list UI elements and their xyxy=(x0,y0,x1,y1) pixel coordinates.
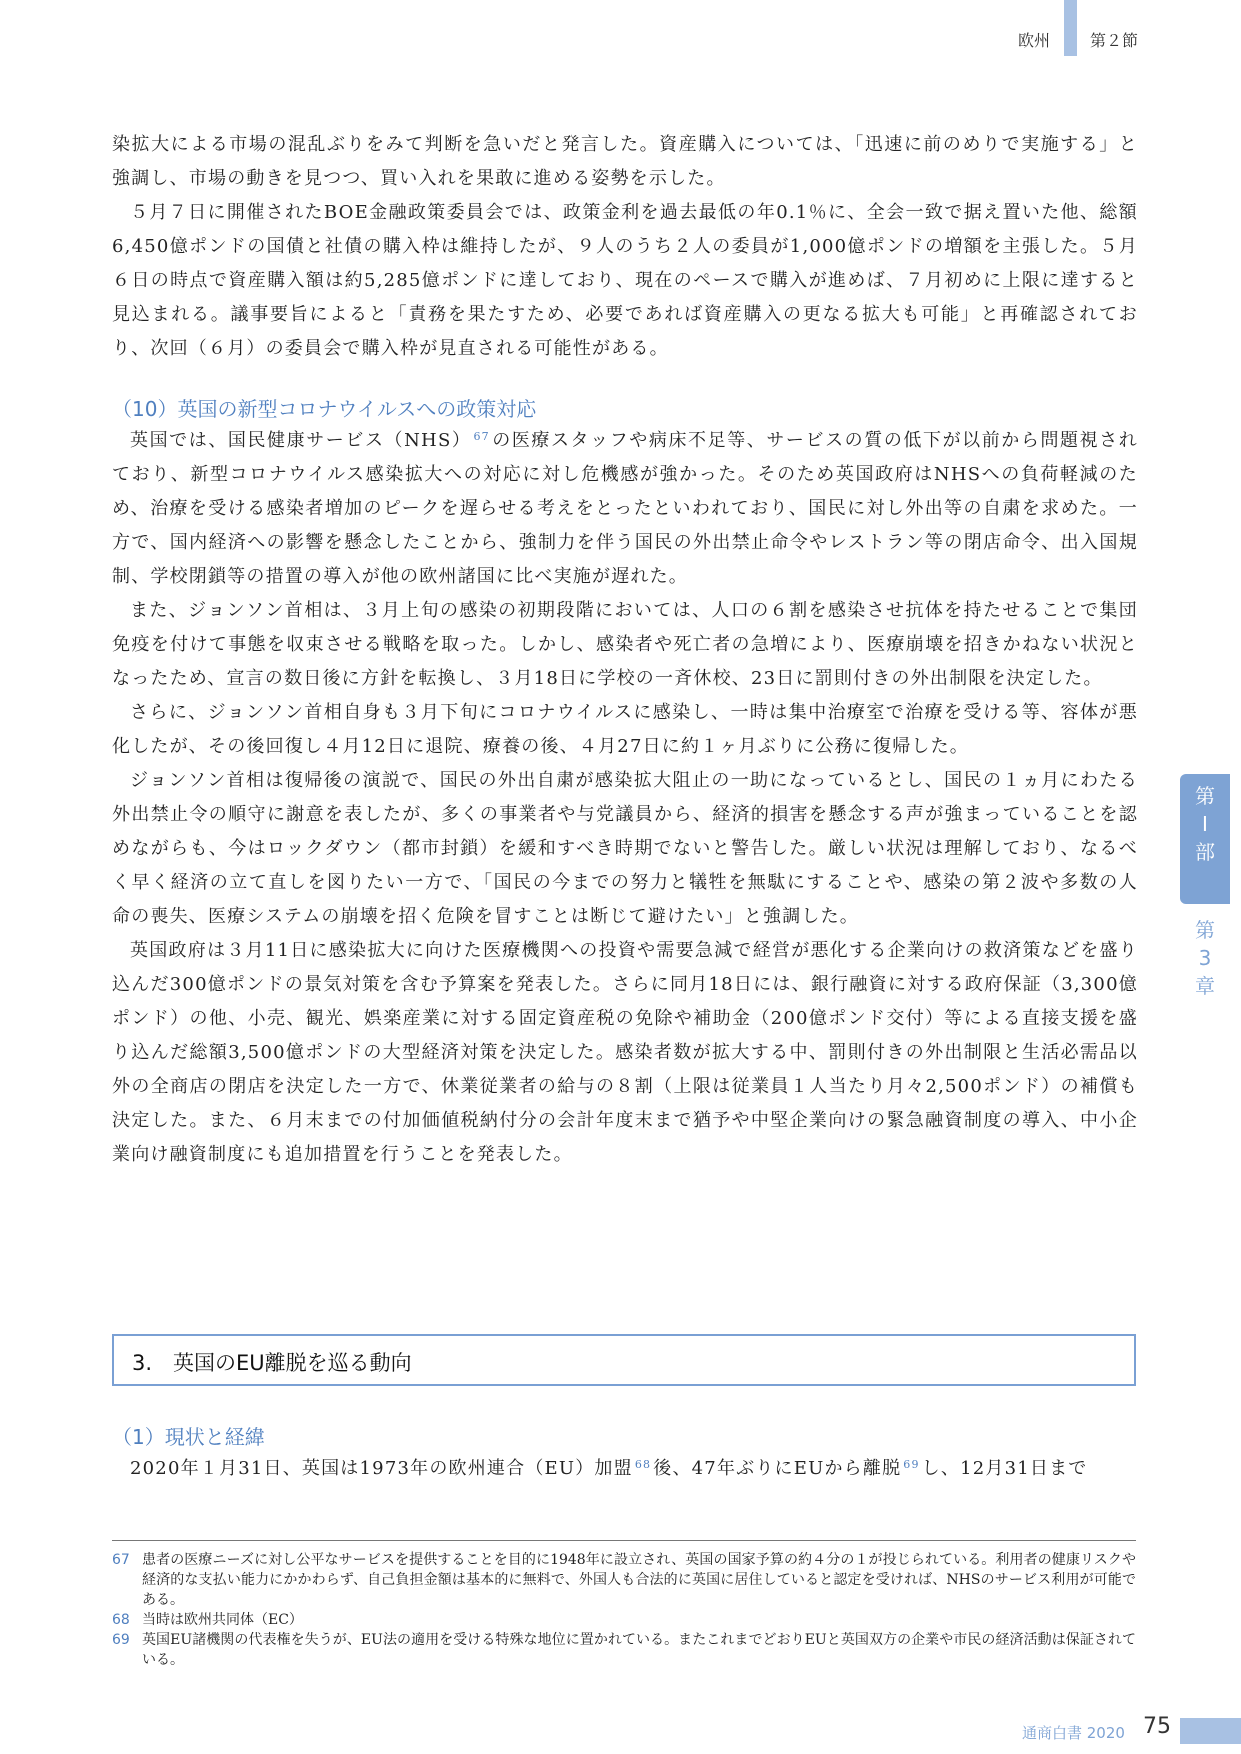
footnote xyxy=(112,1610,1136,1630)
paragraph-text: 2020年１月31日、英国は1973年の欧州連合（EU）加盟 xyxy=(130,1458,633,1479)
paragraph: ジョンソン首相は復帰後の演説で、国民の外出自粛が感染拡大阻止の一助になっているとし、国民の１ヵ月にわたる外出禁止令の順守に謝意を表したが、多くの事業者や与党議員から、経済的損害を懸念する声が強まっていることを認めながらも、今はロックダウン（都市封鎖）を緩和すべき時期でないと警告した。厳しい状況は理解しており、なるべく早く経済の立て直しを図りたい一方で、「国民の今までの努力と犠牲を無駄にすることや、感染の第２波や多数の人命の喪失、医療システムの崩壊を招く危険を冒すことは断じて避けたい」と強調した。 xyxy=(112,770,1138,927)
paragraph: また、ジョンソン首相は、３月上旬の感染の初期段階においては、人口の６割を感染させ抗体を持たせることで集団免疫を付けて事態を収束させる戦略を取った。しかし、感染者や死亡者の急増により、医療崩壊を招きかねない状況となったため、宣言の数日後に方針を転換し、３月18日に学校の一斉休校、23日に罰則付きの外出制限を決定した。 xyxy=(112,600,1138,689)
footnote-number: 67 xyxy=(112,1552,130,1568)
footnote-ref[interactable]: 68 xyxy=(634,1458,652,1471)
header-bar xyxy=(1064,0,1077,56)
footnote-text: 当時は欧州共同体（EC） xyxy=(142,1612,303,1628)
paragraph: 英国政府は３月11日に感染拡大に向けた医療機関への投資や需要急減で経営が悪化する企業向けの救済策などを盛り込んだ300億ポンドの景気対策を含む予算案を発表した。さらに同月18日には、銀行融資に対する政府保証（3,300億ポンド）の他、小売、観光、娯楽産業に対する固定資産税の免除や補助金（200億ポンド交付）等による直接支援を盛り込んだ総額3,500億ポンドの大型経済対策を決定した。感染者数が拡大する中、罰則付きの外出制限と生活必需品以外の全商店の閉店を決定した一方で、休業従業者の給与の８割（上限は従業員１人当たり月々2,500ポンド）の補償も決定した。また、６月末までの付加価値税納付分の会計年度末まで猶予や中堅企業向けの緊急融資制度の導入、中小企業向け融資制度にも追加措置を行うことを発表した。 xyxy=(112,940,1138,1165)
footnote-text: 英国EU諸機関の代表権を失うが、EU法の適用を受ける特殊な地位に置かれている。またこれまでどおりEUと英国双方の企業や市民の経済活動は保証されている。 xyxy=(142,1632,1136,1668)
footer-bar xyxy=(1180,1718,1241,1744)
tab-char: 部 xyxy=(1195,840,1215,864)
header-section: 第２節 xyxy=(1090,31,1139,50)
paragraph: ５月７日に開催されたBOE金融政策委員会では、政策金利を過去最低の年0.1％に、全会一致で据え置いた他、総額6,450億ポンドの国債と社債の購入枠は維持したが、９人のうち２人の委員が1,000億ポンドの増額を主張した。５月６日の時点で資産購入額は約5,285億ポンドに達しており、現在のペースで購入が進めば、７月初めに上限に達すると見込まれる。議事要旨によると「責務を果たすため、必要であれば資産購入の更なる拡大も可能」と再確認されており、次回（６月）の委員会で購入枠が見直される可能性がある。 xyxy=(112,202,1138,359)
footnote-ref[interactable]: 69 xyxy=(903,1458,920,1471)
tab-char: 3 xyxy=(1198,946,1212,970)
section-heading: 3. 英国のEU離脱を巡る動向 xyxy=(132,1351,412,1375)
tab-char: I xyxy=(1202,812,1208,836)
main-content xyxy=(112,128,1138,1172)
footnote xyxy=(112,1550,1136,1610)
tab-char: 章 xyxy=(1195,974,1215,998)
paragraph: さらに、ジョンソン首相自身も３月下旬にコロナウイルスに感染し、一時は集中治療室で治療を受ける等、容体が悪化したが、その後回復し４月12日に退院、療養の後、４月27日に約１ヶ月ぶりに公務に復帰した。 xyxy=(112,702,1138,757)
side-tab-chapter[interactable] xyxy=(1180,910,1230,1020)
tab-char: 第 xyxy=(1195,784,1215,808)
tab-char: 第 xyxy=(1195,918,1215,942)
side-tab-part[interactable] xyxy=(1180,774,1230,904)
paragraph-text: し、12月31日まで xyxy=(921,1458,1088,1479)
paragraph-text: 英国では、国民健康サービス（NHS） xyxy=(130,430,472,451)
footnote-divider xyxy=(112,1540,1136,1541)
section-heading-box xyxy=(112,1334,1136,1386)
page-header xyxy=(0,0,1241,60)
footnotes xyxy=(112,1550,1136,1670)
subsection-heading: （1）現状と経緯 xyxy=(112,1425,265,1449)
section-3-content xyxy=(112,1422,1138,1486)
footnote-number: 68 xyxy=(112,1612,130,1628)
footnote xyxy=(112,1630,1136,1670)
footnote-number: 69 xyxy=(112,1632,130,1648)
paragraph: 染拡大による市場の混乱ぶりをみて判断を急いだと発言した。資産購入については、「迅速に前のめりで実施する」と強調し、市場の動きを見つつ、買い入れを果敢に進める姿勢を示した。 xyxy=(112,134,1138,189)
footnote-text: 患者の医療ニーズに対し公平なサービスを提供することを目的に1948年に設立され、英国の国家予算の約４分の１が投じられている。利用者の健康リスクや経済的な支払い能力にかかわらず、自己負担金額は基本的に無料で、外国人も合法的に英国に居住していると認定を受ければ、NHSのサービス利用が可能である。 xyxy=(142,1552,1136,1608)
header-region: 欧州 xyxy=(1018,31,1051,50)
paragraph xyxy=(112,1452,1138,1486)
paragraph-text: の医療スタッフや病床不足等、サービスの質の低下が以前から問題視されており、新型コロナウイルス感染拡大への対応に対し危機感が強かった。そのため英国政府はNHSへの負荷軽減のため、治療を受ける感染者増加のピークを遅らせる考えをとったといわれており、国民に対し外出等の自粛を求めた。一方で、国内経済への影響を懸念したことから、強制力を伴う国民の外出禁止命令やレストラン等の閉店命令、出入国規制、学校閉鎖等の措置の導入が他の欧州諸国に比べ実施が遅れた。 xyxy=(112,430,1138,587)
paragraph-text: 後、47年ぶりにEUから離脱 xyxy=(653,1458,902,1479)
footer-publication: 通商白書 2020 xyxy=(1022,1724,1125,1742)
paragraph xyxy=(112,424,1138,594)
page-number: 75 xyxy=(1143,1714,1171,1739)
footnote-ref[interactable]: 67 xyxy=(473,430,490,443)
subsection-heading: （10）英国の新型コロナウイルスへの政策対応 xyxy=(112,397,537,421)
